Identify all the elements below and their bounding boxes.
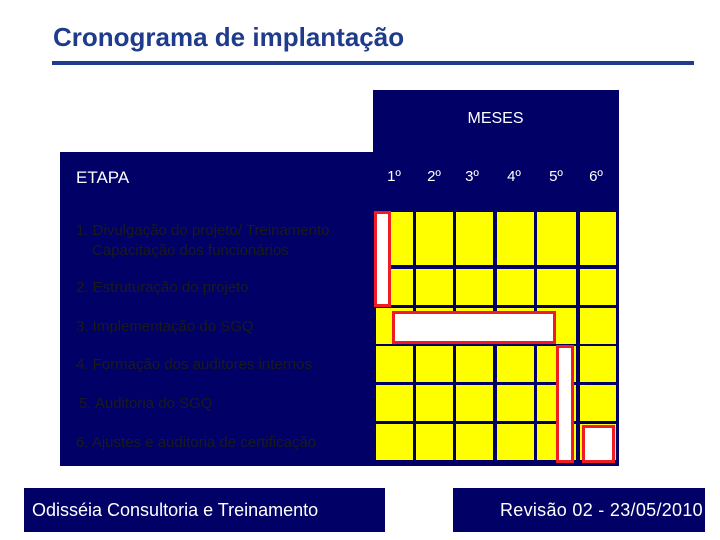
row-4-label: 4. Formação dos auditores internos: [76, 356, 312, 373]
row-5-label: 5. Auditoria do SGQ: [79, 395, 213, 412]
month-cell: [456, 424, 493, 460]
month-cell: [456, 269, 493, 305]
month-cell: [456, 385, 493, 421]
gantt-bar-auditoria: [556, 345, 574, 463]
row-2-label: 2. Estruturação do projeto: [76, 279, 249, 296]
revision-text: Revisão 02 - 23/05/2010: [499, 500, 703, 520]
row-3-label: 3. Implementação do SGQ: [76, 318, 254, 335]
month-2: 2º: [427, 168, 441, 185]
month-cell: [456, 212, 493, 265]
month-cell: [497, 385, 534, 421]
month-cell: [376, 385, 413, 421]
gantt-bar-divulgacao: [374, 211, 391, 307]
footer-company: [24, 488, 385, 532]
month-cell: [497, 424, 534, 460]
month-cell: [580, 346, 616, 382]
footer-revision: [453, 488, 705, 532]
gantt-bar-implementacao: [392, 311, 556, 344]
months-header: MESES: [467, 110, 524, 127]
month-cell: [497, 269, 534, 305]
month-cell: [580, 269, 616, 305]
month-cell: [537, 269, 576, 305]
month-cell: [497, 212, 534, 265]
etapa-header-block: [60, 152, 619, 206]
month-cell: [580, 212, 616, 265]
month-5: 5º: [549, 168, 563, 185]
month-cell: [416, 269, 453, 305]
month-cell: [416, 424, 453, 460]
gantt-bar-ajustes: [582, 425, 615, 463]
month-cell: [376, 346, 413, 382]
title-underline: [52, 61, 694, 65]
month-cell: [456, 346, 493, 382]
month-cell: [416, 385, 453, 421]
month-3: 3º: [465, 168, 479, 185]
company-name: Odisséia Consultoria e Treinamento: [32, 500, 319, 520]
month-1: 1º: [387, 168, 401, 185]
month-cell: [416, 346, 453, 382]
month-cell: [416, 212, 453, 265]
month-cell: [376, 424, 413, 460]
etapa-header: ETAPA: [76, 168, 130, 187]
month-cell: [580, 385, 616, 421]
row-1-label: 1. Divulgação do projeto/ Treinamento: [76, 222, 330, 239]
month-6: 6º: [589, 168, 603, 185]
row-1-label-line2: Capacitação dos funcionários: [92, 242, 289, 259]
month-4: 4º: [507, 168, 521, 185]
month-cell: [497, 346, 534, 382]
month-cell: [537, 212, 576, 265]
month-cell: [580, 308, 616, 344]
row-6-label: 6. Ajustes e auditoria de certificação: [76, 434, 317, 451]
page-title: Cronograma de implantação: [53, 22, 405, 52]
